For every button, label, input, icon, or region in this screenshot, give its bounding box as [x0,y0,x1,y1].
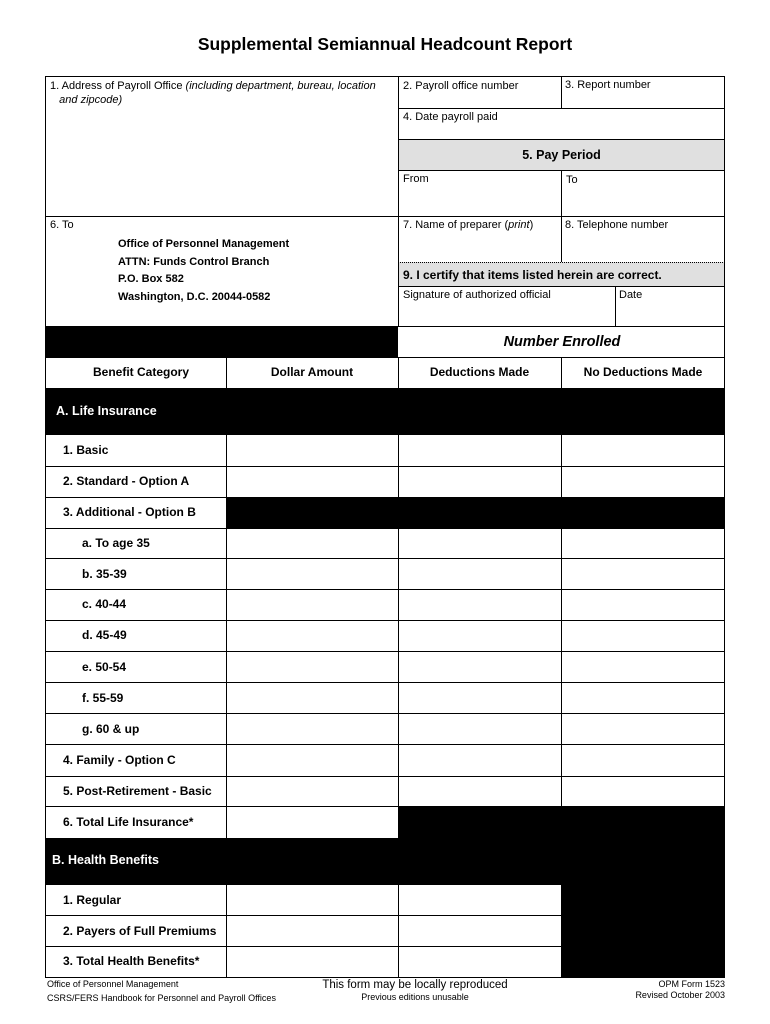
pay-period-to-field[interactable] [562,186,724,215]
section-a-label: A. Life Insurance [56,404,157,418]
from-label: From [403,173,429,185]
date-payroll-paid-label: 4. Date payroll paid [403,111,498,123]
report-number-label: 3. Report number [565,79,651,91]
row-to-age-35: a. To age 35 [82,536,150,550]
pay-period-label: 5. Pay Period [522,148,601,162]
col-deductions-made: Deductions Made [429,365,530,379]
row-total-life-insurance: 6. Total Life Insurance* [63,815,194,829]
row-additional-option-b: 3. Additional - Option B [63,505,196,519]
telephone-number-field[interactable] [562,233,724,261]
health-no-deductions-black-bar [561,885,725,978]
row-60-and-up: g. 60 & up [82,722,140,736]
signature-field[interactable] [399,302,614,326]
address-of-payroll-office-label: 1. Address of Payroll Office (including department, bureau, location and zipcode) [50,80,376,106]
name-of-preparer-label: 7. Name of preparer (print) [403,219,534,231]
row-post-retirement-basic: 5. Post-Retirement - Basic [63,784,212,798]
row-35-39: b. 35-39 [82,567,127,581]
address-of-payroll-office-field[interactable] [46,110,398,215]
payroll-office-number-field[interactable] [399,93,560,107]
row-55-59: f. 55-59 [82,691,124,705]
certify-label: 9. I certify that items listed herein are correct. [403,268,662,282]
telephone-number-label: 8. Telephone number [565,219,669,231]
option-b-black-bar [226,497,725,528]
col-dollar-amount: Dollar Amount [270,365,354,379]
opm-address: Office of Personnel Management ATTN: Funds Control Branch P.O. Box 582 Washington, D.C. 20044-0582 [118,238,290,303]
row-total-health-benefits: 3. Total Health Benefits* [63,954,200,968]
payroll-office-number-label: 2. Payroll office number [403,80,519,92]
date-payroll-paid-field[interactable] [399,124,724,138]
total-life-black-bar [398,806,725,838]
number-enrolled-label: Number Enrolled [503,334,621,350]
name-of-preparer-field[interactable] [399,233,560,261]
row-40-44: c. 40-44 [82,597,127,611]
date-label: Date [619,289,643,301]
footer-center: This form may be locally reproduced Previous editions unusable [322,979,508,1002]
row-standard-option-a: 2. Standard - Option A [63,474,190,488]
row-regular: 1. Regular [63,893,122,907]
report-number-field[interactable] [562,93,724,107]
row-45-49: d. 45-49 [82,628,127,642]
row-basic: 1. Basic [63,443,109,457]
to-field-label: 6. To [50,219,74,231]
col-benefit-category: Benefit Category [92,365,190,379]
row-payers-of-full-premiums: 2. Payers of Full Premiums [63,924,217,938]
signature-label: Signature of authorized official [403,289,551,301]
section-b-label: B. Health Benefits [52,853,159,867]
col-no-deductions-made: No Deductions Made [583,365,703,379]
form-title: Supplemental Semiannual Headcount Report [197,34,573,54]
footer-left: Office of Personnel Management CSRS/FERS Handbook for Personnel and Payroll Offices [47,979,276,1003]
footer-right: OPM Form 1523 Revised October 2003 [635,979,725,1000]
date-field[interactable] [616,302,724,326]
row-family-option-c: 4. Family - Option C [63,753,176,767]
pay-period-from-field[interactable] [399,186,560,215]
to-label: To [566,174,578,186]
row-50-54: e. 50-54 [82,660,127,674]
number-enrolled-black-bar [45,326,398,357]
